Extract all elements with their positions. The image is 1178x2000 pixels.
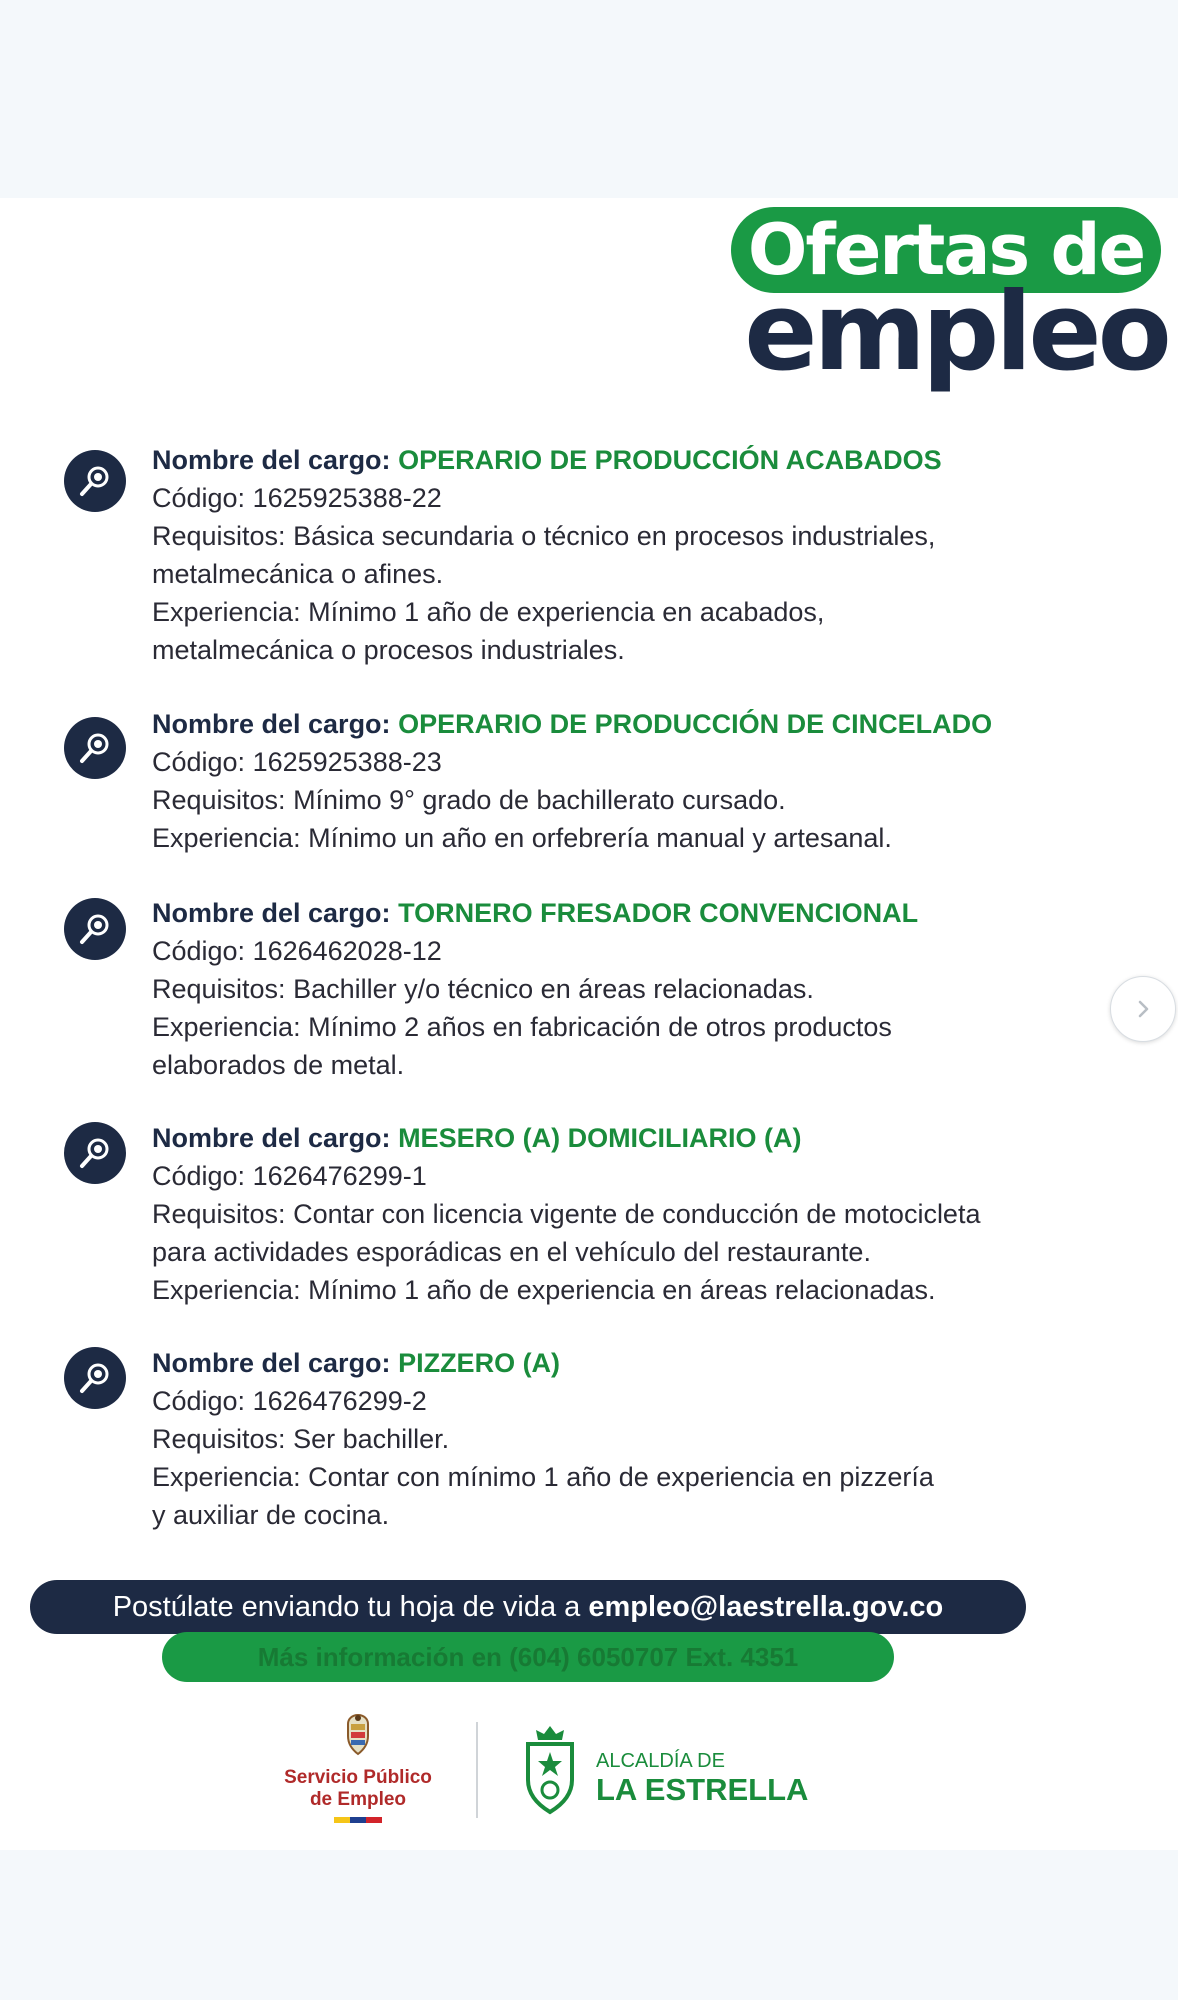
job-detail-line: Experiencia: Mínimo 2 años en fabricación de otros productos xyxy=(152,1012,892,1042)
estrella-big-text: LA ESTRELLA xyxy=(596,1772,809,1807)
job-detail-line: metalmecánica o procesos industriales. xyxy=(152,635,625,665)
job-title-row xyxy=(152,705,1152,743)
job-code: Código: 1626476299-2 xyxy=(152,1386,427,1416)
job-detail-line: metalmecánica o afines. xyxy=(152,559,444,589)
spe-line-2: de Empleo xyxy=(309,1789,407,1810)
job-title-label: Nombre del cargo: xyxy=(152,1348,391,1378)
job-detail-line: y auxiliar de cocina. xyxy=(152,1500,390,1530)
job-title-label: Nombre del cargo: xyxy=(152,1123,391,1153)
job-code: Código: 1626476299-1 xyxy=(152,1161,427,1191)
job-detail-line: Experiencia: Contar con mínimo 1 año de experiencia en pizzería xyxy=(152,1462,934,1492)
job-detail-line: Experiencia: Mínimo 1 año de experiencia en acabados, xyxy=(152,597,825,627)
colombia-flag-stripe xyxy=(334,1817,382,1823)
job-detail-line: para actividades esporádicas en el vehículo del restaurante. xyxy=(152,1237,871,1267)
job-detail-line: Requisitos: Bachiller y/o técnico en áreas relacionadas. xyxy=(152,974,814,1004)
job-detail-line: Requisitos: Básica secundaria o técnico en procesos industriales, xyxy=(152,521,936,551)
alcaldia-la-estrella-logo xyxy=(520,1724,820,1814)
job-title: TORNERO FRESADOR CONVENCIONAL xyxy=(398,898,919,928)
job-detail-line: elaborados de metal. xyxy=(152,1050,405,1080)
job-detail-line: Requisitos: Ser bachiller. xyxy=(152,1424,450,1454)
job-title-row xyxy=(152,1119,1152,1157)
apply-email[interactable]: empleo@laestrella.gov.co xyxy=(588,1591,944,1623)
job-code: Código: 1625925388-23 xyxy=(152,747,442,777)
municipal-shield-icon xyxy=(520,1724,580,1816)
magnifier-icon xyxy=(64,1122,126,1184)
apply-prefix: Postúlate enviando tu hoja de vida a xyxy=(112,1591,581,1623)
apply-email-banner xyxy=(30,1580,1026,1634)
job-title-label: Nombre del cargo: xyxy=(152,709,391,739)
job-detail-line: Requisitos: Mínimo 9° grado de bachillerato cursado. xyxy=(152,785,786,815)
job-detail-line: Requisitos: Contar con licencia vigente de conducción de motocicleta xyxy=(152,1199,981,1229)
job-detail-line: Experiencia: Mínimo 1 año de experiencia en áreas relacionadas. xyxy=(152,1275,936,1305)
job-title: OPERARIO DE PRODUCCIÓN ACABADOS xyxy=(398,445,942,475)
servicio-publico-empleo-logo xyxy=(268,1712,448,1832)
title-line-2: empleo xyxy=(744,270,1168,395)
magnifier-icon xyxy=(64,898,126,960)
job-title-row xyxy=(152,441,1152,479)
coat-of-arms-icon xyxy=(338,1712,378,1758)
job-title-label: Nombre del cargo: xyxy=(152,898,391,928)
magnifier-icon xyxy=(64,717,126,779)
job-code: Código: 1626462028-12 xyxy=(152,936,442,966)
spe-line-1: Servicio Público xyxy=(284,1767,432,1788)
job-title: MESERO (A) DOMICILIARIO (A) xyxy=(398,1123,802,1153)
job-detail-line: Experiencia: Mínimo un año en orfebrería manual y artesanal. xyxy=(152,823,892,853)
estrella-small-text: ALCALDÍA DE xyxy=(596,1750,725,1772)
job-title: PIZZERO (A) xyxy=(398,1348,561,1378)
carousel-next-button[interactable] xyxy=(1110,976,1176,1042)
magnifier-icon xyxy=(64,450,126,512)
job-title-row xyxy=(152,894,1152,932)
chevron-right-icon xyxy=(1131,997,1155,1021)
job-title: OPERARIO DE PRODUCCIÓN DE CINCELADO xyxy=(398,709,993,739)
job-title-row xyxy=(152,1344,1152,1382)
job-title-label: Nombre del cargo: xyxy=(152,445,391,475)
logo-divider xyxy=(476,1722,478,1818)
job-code: Código: 1625925388-22 xyxy=(152,483,442,513)
magnifier-icon xyxy=(64,1347,126,1409)
more-info-banner: Más información en (604) 6050707 Ext. 4351 xyxy=(162,1632,894,1682)
title-line-1: Ofertas de xyxy=(747,209,1145,291)
